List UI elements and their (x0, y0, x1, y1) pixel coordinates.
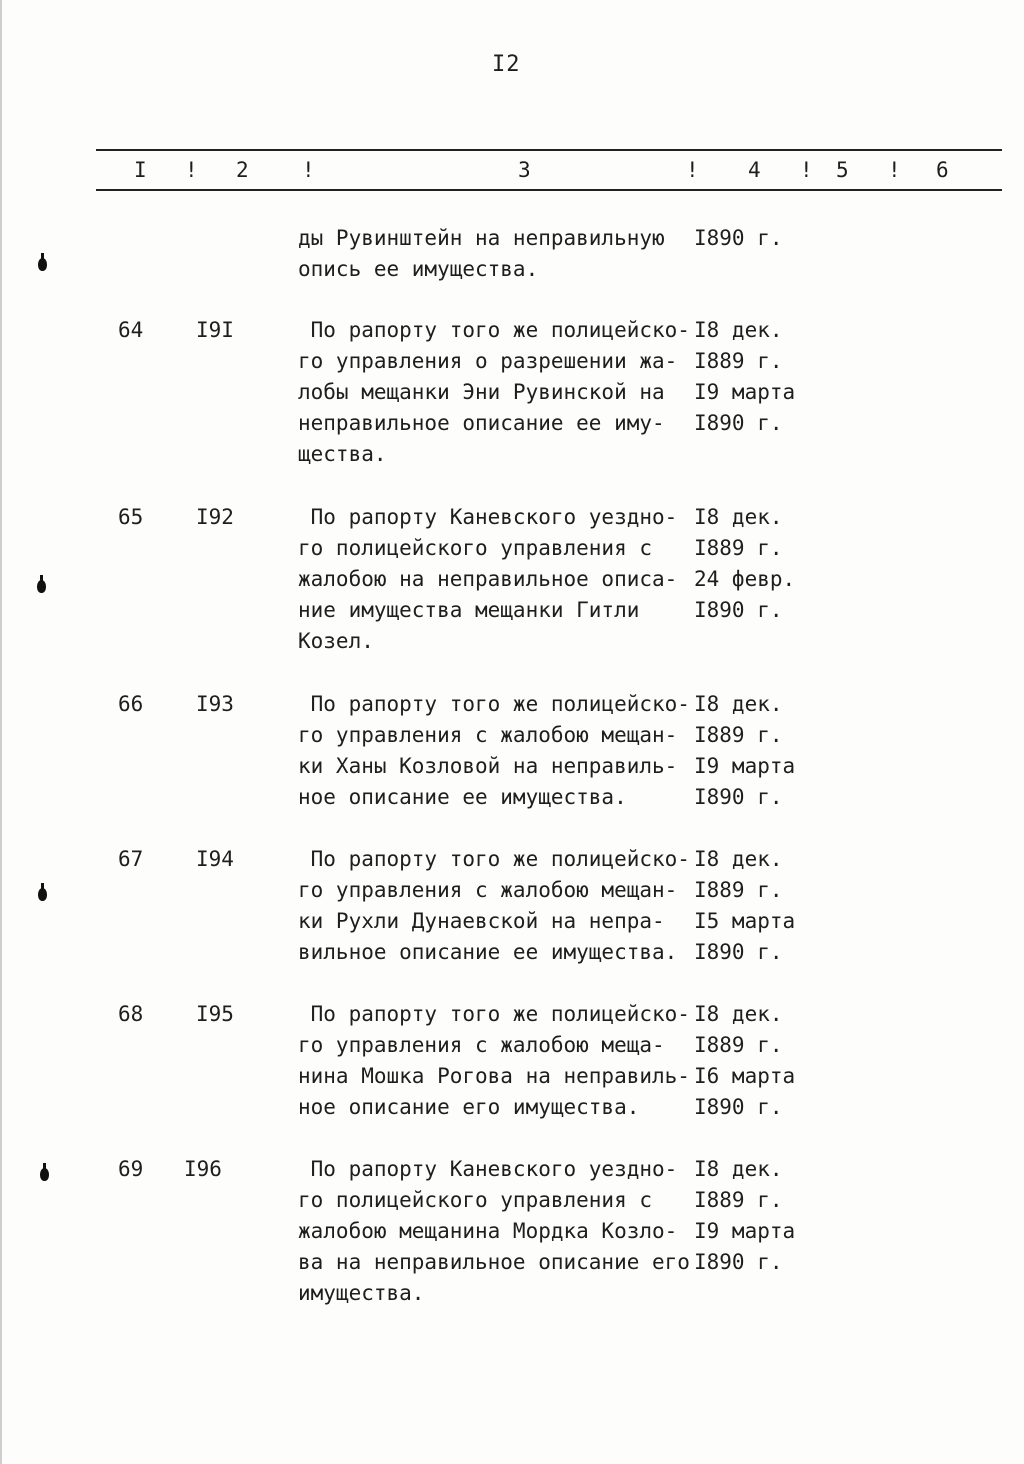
entry-text-line: ды Рувинштейн на неправильную (298, 226, 665, 250)
entry-date-line: I8 дек. (694, 1157, 783, 1181)
entry-text-line: го полицейского управления с (298, 536, 653, 560)
entry-text-line: вильное описание ее имущества. (298, 940, 678, 964)
entry-code: I96 (184, 1157, 222, 1181)
entry-code: I95 (196, 1002, 234, 1026)
entry-date-line: I889 г. (694, 1033, 783, 1057)
entry-text-line: По рапорту того же полицейско- (298, 847, 690, 871)
entry-date-line: 24 февр. (694, 567, 796, 591)
header-col-6: 6 (936, 158, 949, 182)
entry-date-line: I889 г. (694, 349, 783, 373)
entry-date-line: I8 дек. (694, 505, 783, 529)
binding-hole-mark (37, 580, 46, 593)
entry-date-line: I9 марта (694, 380, 796, 404)
entry-date-line: I9 марта (694, 754, 796, 778)
entry-date-line: I889 г. (694, 723, 783, 747)
entry-text-line: По рапорту того же полицейско- (298, 1002, 690, 1026)
entry-number: 67 (118, 847, 144, 871)
entry-date-line: I890 г. (694, 598, 783, 622)
binding-hole-mark (38, 888, 47, 901)
entry-text-line: По рапорту того же полицейско- (298, 692, 690, 716)
entry-number: 68 (118, 1002, 144, 1026)
entry-date-line: I9 марта (694, 1219, 796, 1243)
entry-text-line: го управления с жалобою мещан- (298, 878, 678, 902)
scan-edge (0, 0, 2, 1464)
header-col-3: 3 (518, 158, 531, 182)
entry-date-line: I8 дек. (694, 318, 783, 342)
entry-text-line: Козел. (298, 629, 374, 653)
entry-text-line: щества. (298, 442, 387, 466)
entry-text-line: го управления с жалобою меща- (298, 1033, 665, 1057)
entry-text-line: опись ее имущества. (298, 257, 539, 281)
header-col-5: 5 (836, 158, 849, 182)
entry-text-line: го полицейского управления с (298, 1188, 653, 1212)
entry-text-line: ва на неправильное описание его (298, 1250, 690, 1274)
entry-text-line: лобы мещанки Эни Рувинской на (298, 380, 665, 404)
entry-date-line: I8 дек. (694, 847, 783, 871)
header-bottom-rule (96, 189, 1002, 191)
header-col-4: 4 (748, 158, 761, 182)
entry-text-line: По рапорту Каневского уездно- (298, 505, 678, 529)
entry-text-line: ние имущества мещанки Гитли (298, 598, 640, 622)
entry-date-line: I5 марта (694, 909, 796, 933)
entry-date-line: I890 г. (694, 940, 783, 964)
entry-date-line: I890 г. (694, 1250, 783, 1274)
entry-code: I93 (196, 692, 234, 716)
entry-date-line: I890 г. (694, 226, 783, 250)
entry-code: I92 (196, 505, 234, 529)
binding-hole-mark (38, 258, 47, 271)
header-separator: ! (302, 158, 315, 182)
header-top-rule (96, 149, 1002, 151)
entry-date-line: I890 г. (694, 1095, 783, 1119)
entry-text-line: По рапорту того же полицейско- (298, 318, 690, 342)
entry-text-line: жалобою на неправильное описа- (298, 567, 678, 591)
entry-date-line: I8 дек. (694, 692, 783, 716)
entry-text-line: нина Мошка Рогова на неправиль- (298, 1064, 690, 1088)
entry-text-line: ки Ханы Козловой на неправиль- (298, 754, 678, 778)
entry-date-line: I889 г. (694, 878, 783, 902)
entry-date-line: I889 г. (694, 536, 783, 560)
entry-date-line: I6 марта (694, 1064, 796, 1088)
entry-code: I94 (196, 847, 234, 871)
entry-text-line: го управления с жалобою мещан- (298, 723, 678, 747)
entry-text-line: имущества. (298, 1281, 425, 1305)
entry-number: 64 (118, 318, 144, 342)
header-col-2: 2 (236, 158, 249, 182)
entry-date-line: I8 дек. (694, 1002, 783, 1026)
entry-date-line: I890 г. (694, 411, 783, 435)
entry-text-line: жалобою мещанина Мордка Козло- (298, 1219, 678, 1243)
entry-number: 65 (118, 505, 144, 529)
entry-text-line: ное описание его имущества. (298, 1095, 640, 1119)
header-separator: ! (800, 158, 813, 182)
entry-text-line: го управления о разрешении жа- (298, 349, 678, 373)
entry-number: 66 (118, 692, 144, 716)
header-separator: ! (888, 158, 901, 182)
entry-code: I9I (196, 318, 234, 342)
entry-text-line: ное описание ее имущества. (298, 785, 627, 809)
header-separator: ! (185, 158, 198, 182)
entry-date-line: I889 г. (694, 1188, 783, 1212)
binding-hole-mark (40, 1168, 49, 1181)
entry-text-line: ки Рухли Дунаевской на непра- (298, 909, 665, 933)
entry-date-line: I890 г. (694, 785, 783, 809)
entry-text-line: неправильное описание ее иму- (298, 411, 665, 435)
header-col-1: I (134, 158, 147, 182)
entry-number: 69 (118, 1157, 144, 1181)
header-separator: ! (686, 158, 699, 182)
page-number: I2 (492, 52, 521, 77)
entry-text-line: По рапорту Каневского уездно- (298, 1157, 678, 1181)
